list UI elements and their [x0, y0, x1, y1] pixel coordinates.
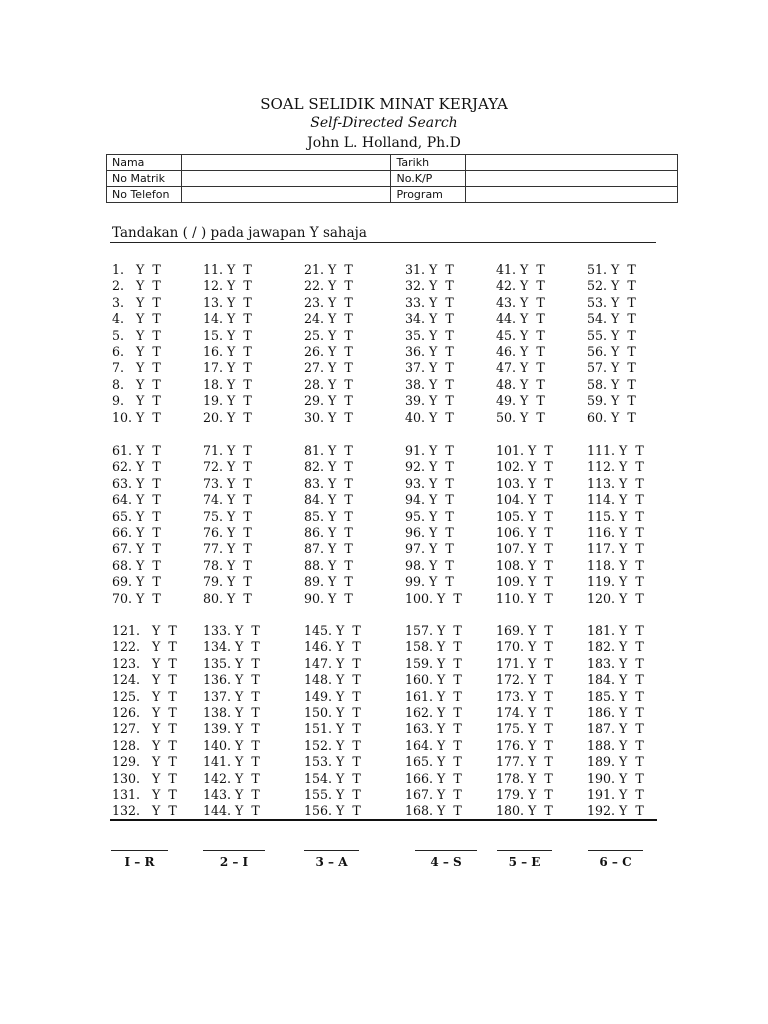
- question-item[interactable]: 22. Y T: [304, 278, 353, 294]
- question-item[interactable]: 55. Y T: [587, 327, 636, 343]
- score-blank[interactable]: [111, 850, 168, 851]
- question-item[interactable]: 142. Y T: [203, 770, 260, 786]
- question-item[interactable]: 138. Y T: [203, 705, 260, 720]
- question-item[interactable]: 85. Y T: [304, 508, 353, 524]
- question-item[interactable]: 159. Y T: [405, 655, 462, 671]
- question-item[interactable]: 21. Y T: [304, 262, 353, 277]
- form-subtitle: Self-Directed Search: [310, 115, 458, 131]
- question-item[interactable]: 113. Y T: [587, 475, 644, 491]
- info-label-phone: No Telefon: [107, 187, 182, 203]
- question-item[interactable]: 98. Y T: [405, 557, 454, 573]
- question-item[interactable]: 65. Y T: [112, 508, 161, 524]
- question-item[interactable]: 146. Y T: [304, 639, 361, 655]
- question-item[interactable]: 86. Y T: [304, 525, 353, 540]
- question-item[interactable]: 191. Y T: [587, 787, 644, 802]
- question-item[interactable]: 61. Y T: [112, 443, 161, 458]
- question-item[interactable]: 158. Y T: [405, 639, 462, 655]
- question-item[interactable]: 96. Y T: [405, 525, 454, 540]
- info-label-program: Program: [391, 187, 466, 203]
- question-item[interactable]: 106. Y T: [496, 525, 553, 540]
- question-item[interactable]: 119. Y T: [587, 574, 644, 590]
- question-item[interactable]: 124. Y T: [112, 672, 177, 688]
- ic-field[interactable]: [466, 171, 678, 187]
- question-item[interactable]: 186. Y T: [587, 705, 644, 720]
- question-item[interactable]: 79. Y T: [203, 574, 252, 590]
- question-item[interactable]: 92. Y T: [405, 459, 454, 475]
- question-item[interactable]: 93. Y T: [405, 475, 454, 491]
- question-item[interactable]: 139. Y T: [203, 721, 260, 737]
- score-divider: [110, 819, 657, 821]
- question-item[interactable]: 101. Y T: [496, 443, 553, 458]
- question-item[interactable]: 90. Y T: [304, 590, 353, 606]
- question-item[interactable]: 155. Y T: [304, 787, 361, 802]
- question-item[interactable]: 140. Y T: [203, 737, 260, 753]
- question-item[interactable]: 132. Y T: [112, 803, 177, 819]
- question-item[interactable]: 110. Y T: [496, 590, 553, 606]
- question-item[interactable]: 107. Y T: [496, 541, 553, 557]
- question-item[interactable]: 76. Y T: [203, 525, 252, 540]
- question-item[interactable]: 164. Y T: [405, 737, 462, 753]
- question-item[interactable]: 80. Y T: [203, 590, 252, 606]
- question-item[interactable]: 185. Y T: [587, 688, 644, 704]
- question-item[interactable]: 70. Y T: [112, 590, 161, 606]
- question-item[interactable]: 100. Y T: [405, 590, 462, 606]
- question-item[interactable]: 75. Y T: [203, 508, 252, 524]
- question-item[interactable]: 115. Y T: [587, 508, 644, 524]
- question-item[interactable]: 176. Y T: [496, 737, 553, 753]
- question-item[interactable]: 153. Y T: [304, 754, 361, 770]
- question-item[interactable]: 167. Y T: [405, 787, 462, 802]
- question-item[interactable]: 129. Y T: [112, 754, 177, 770]
- question-item[interactable]: 8. Y T: [112, 376, 161, 392]
- question-item[interactable]: 168. Y T: [405, 803, 462, 819]
- question-item[interactable]: 160. Y T: [405, 672, 462, 688]
- question-item[interactable]: 189. Y T: [587, 754, 644, 770]
- score-label: 4 – S: [430, 855, 462, 869]
- matric-field[interactable]: [181, 171, 391, 187]
- question-item[interactable]: 109. Y T: [496, 574, 553, 590]
- score-blank[interactable]: [588, 850, 643, 851]
- question-item[interactable]: 88. Y T: [304, 557, 353, 573]
- question-item[interactable]: 59. Y T: [587, 393, 636, 409]
- question-item[interactable]: 1. Y T: [112, 262, 161, 277]
- question-item[interactable]: 103. Y T: [496, 475, 553, 491]
- question-item[interactable]: 78. Y T: [203, 557, 252, 573]
- question-item[interactable]: 169. Y T: [496, 623, 553, 638]
- date-field[interactable]: [466, 155, 678, 171]
- question-item[interactable]: 163. Y T: [405, 721, 462, 737]
- question-item[interactable]: 118. Y T: [587, 557, 644, 573]
- question-item[interactable]: 28. Y T: [304, 376, 353, 392]
- question-item[interactable]: 13. Y T: [203, 294, 252, 310]
- question-item[interactable]: 30. Y T: [304, 409, 353, 425]
- question-item[interactable]: 147. Y T: [304, 655, 361, 671]
- instruction-divider: [110, 242, 656, 243]
- question-item[interactable]: 29. Y T: [304, 393, 353, 409]
- form-author: John L. Holland, Ph.D: [307, 135, 461, 151]
- question-item[interactable]: 6. Y T: [112, 344, 161, 359]
- question-item[interactable]: 87. Y T: [304, 541, 353, 557]
- question-item[interactable]: 89. Y T: [304, 574, 353, 590]
- instruction-text: Tandakan ( / ) pada jawapan Y sahaja: [112, 225, 367, 241]
- question-item[interactable]: 190. Y T: [587, 770, 644, 786]
- score-label: I – R: [124, 855, 155, 869]
- question-item[interactable]: 154. Y T: [304, 770, 361, 786]
- question-item[interactable]: 11. Y T: [203, 262, 252, 277]
- question-item[interactable]: 144. Y T: [203, 803, 260, 819]
- question-item[interactable]: 34. Y T: [405, 311, 454, 327]
- question-item[interactable]: 48. Y T: [496, 376, 545, 392]
- question-item[interactable]: 9. Y T: [112, 393, 161, 409]
- question-item[interactable]: 178. Y T: [496, 770, 553, 786]
- question-item[interactable]: 43. Y T: [496, 294, 545, 310]
- question-item[interactable]: 24. Y T: [304, 311, 353, 327]
- question-item[interactable]: 116. Y T: [587, 525, 644, 540]
- question-item[interactable]: 33. Y T: [405, 294, 454, 310]
- question-item[interactable]: 170. Y T: [496, 639, 553, 655]
- question-item[interactable]: 165. Y T: [405, 754, 462, 770]
- question-item[interactable]: 38. Y T: [405, 376, 454, 392]
- question-item[interactable]: 141. Y T: [203, 754, 260, 770]
- question-item[interactable]: 173. Y T: [496, 688, 553, 704]
- question-item[interactable]: 136. Y T: [203, 672, 260, 688]
- question-item[interactable]: 41. Y T: [496, 262, 545, 277]
- question-item[interactable]: 137. Y T: [203, 688, 260, 704]
- question-item[interactable]: 18. Y T: [203, 376, 252, 392]
- question-item[interactable]: 192. Y T: [587, 803, 644, 819]
- question-item[interactable]: 15. Y T: [203, 327, 252, 343]
- question-item[interactable]: 127. Y T: [112, 721, 177, 737]
- question-item[interactable]: 72. Y T: [203, 459, 252, 475]
- question-item[interactable]: 35. Y T: [405, 327, 454, 343]
- question-item[interactable]: 2. Y T: [112, 278, 161, 294]
- question-item[interactable]: 84. Y T: [304, 492, 353, 508]
- question-item[interactable]: 81. Y T: [304, 443, 353, 458]
- question-item[interactable]: 179. Y T: [496, 787, 553, 802]
- question-item[interactable]: 56. Y T: [587, 344, 636, 359]
- info-table: [106, 154, 678, 203]
- question-item[interactable]: 175. Y T: [496, 721, 553, 737]
- question-item[interactable]: 60. Y T: [587, 409, 636, 425]
- question-item[interactable]: 111. Y T: [587, 443, 644, 458]
- question-item[interactable]: 64. Y T: [112, 492, 161, 508]
- question-item[interactable]: 174. Y T: [496, 705, 553, 720]
- score-blank[interactable]: [203, 850, 265, 851]
- question-item[interactable]: 51. Y T: [587, 262, 636, 277]
- form-title: SOAL SELIDIK MINAT KERJAYA: [260, 95, 508, 113]
- question-item[interactable]: 10. Y T: [112, 409, 161, 425]
- question-item[interactable]: 83. Y T: [304, 475, 353, 491]
- info-label-ic: No.K/P: [391, 171, 466, 187]
- question-item[interactable]: 26. Y T: [304, 344, 353, 359]
- question-item[interactable]: 117. Y T: [587, 541, 644, 557]
- question-item[interactable]: 16. Y T: [203, 344, 252, 359]
- question-item[interactable]: 128. Y T: [112, 737, 177, 753]
- info-row: [107, 187, 678, 203]
- question-item[interactable]: 172. Y T: [496, 672, 553, 688]
- question-item[interactable]: 58. Y T: [587, 376, 636, 392]
- question-item[interactable]: 183. Y T: [587, 655, 644, 671]
- question-item[interactable]: 145. Y T: [304, 623, 361, 638]
- phone-field[interactable]: [181, 187, 391, 203]
- question-item[interactable]: 82. Y T: [304, 459, 353, 475]
- question-item[interactable]: 63. Y T: [112, 475, 161, 491]
- question-item[interactable]: 25. Y T: [304, 327, 353, 343]
- question-item[interactable]: 62. Y T: [112, 459, 161, 475]
- program-field[interactable]: [466, 187, 678, 203]
- question-item[interactable]: 120. Y T: [587, 590, 644, 606]
- question-item[interactable]: 44. Y T: [496, 311, 545, 327]
- question-item[interactable]: 57. Y T: [587, 360, 636, 376]
- question-item[interactable]: 14. Y T: [203, 311, 252, 327]
- question-item[interactable]: 32. Y T: [405, 278, 454, 294]
- question-item[interactable]: 67. Y T: [112, 541, 161, 557]
- question-item[interactable]: 50. Y T: [496, 409, 545, 425]
- question-item[interactable]: 73. Y T: [203, 475, 252, 491]
- question-item[interactable]: 54. Y T: [587, 311, 636, 327]
- question-item[interactable]: 122. Y T: [112, 639, 177, 655]
- score-label: 3 – A: [315, 855, 348, 869]
- question-item[interactable]: 17. Y T: [203, 360, 252, 376]
- question-item[interactable]: 181. Y T: [587, 623, 644, 638]
- question-item[interactable]: 5. Y T: [112, 327, 161, 343]
- question-item[interactable]: 114. Y T: [587, 492, 644, 508]
- info-row: [107, 171, 678, 187]
- question-item[interactable]: 149. Y T: [304, 688, 361, 704]
- question-item[interactable]: 42. Y T: [496, 278, 545, 294]
- question-item[interactable]: 105. Y T: [496, 508, 553, 524]
- question-item[interactable]: 37. Y T: [405, 360, 454, 376]
- question-item[interactable]: 156. Y T: [304, 803, 361, 819]
- question-item[interactable]: 121. Y T: [112, 623, 177, 638]
- question-item[interactable]: 97. Y T: [405, 541, 454, 557]
- question-item[interactable]: 102. Y T: [496, 459, 553, 475]
- question-item[interactable]: 53. Y T: [587, 294, 636, 310]
- question-item[interactable]: 135. Y T: [203, 655, 260, 671]
- question-item[interactable]: 180. Y T: [496, 803, 553, 819]
- info-label-name: Nama: [107, 155, 182, 171]
- question-item[interactable]: 36. Y T: [405, 344, 454, 359]
- question-item[interactable]: 40. Y T: [405, 409, 454, 425]
- question-item[interactable]: 112. Y T: [587, 459, 644, 475]
- question-item[interactable]: 152. Y T: [304, 737, 361, 753]
- question-item[interactable]: 125. Y T: [112, 688, 177, 704]
- question-item[interactable]: 104. Y T: [496, 492, 553, 508]
- score-label: 2 – I: [219, 855, 249, 869]
- question-item[interactable]: 108. Y T: [496, 557, 553, 573]
- question-item[interactable]: 131. Y T: [112, 787, 177, 802]
- score-blank[interactable]: [415, 850, 477, 851]
- question-item[interactable]: 69. Y T: [112, 574, 161, 590]
- info-row: [107, 155, 678, 171]
- question-item[interactable]: 171. Y T: [496, 655, 553, 671]
- question-item[interactable]: 188. Y T: [587, 737, 644, 753]
- question-item[interactable]: 77. Y T: [203, 541, 252, 557]
- score-label: 6 – C: [599, 855, 632, 869]
- question-item[interactable]: 66. Y T: [112, 525, 161, 540]
- question-item[interactable]: 177. Y T: [496, 754, 553, 770]
- question-item[interactable]: 91. Y T: [405, 443, 454, 458]
- info-label-matric: No Matrik: [107, 171, 182, 187]
- question-item[interactable]: 95. Y T: [405, 508, 454, 524]
- question-item[interactable]: 12. Y T: [203, 278, 252, 294]
- question-item[interactable]: 4. Y T: [112, 311, 161, 327]
- question-item[interactable]: 52. Y T: [587, 278, 636, 294]
- question-item[interactable]: 3. Y T: [112, 294, 161, 310]
- question-item[interactable]: 151. Y T: [304, 721, 361, 737]
- question-item[interactable]: 143. Y T: [203, 787, 260, 802]
- question-item[interactable]: 19. Y T: [203, 393, 252, 409]
- question-item[interactable]: 47. Y T: [496, 360, 545, 376]
- question-item[interactable]: 68. Y T: [112, 557, 161, 573]
- question-item[interactable]: 46. Y T: [496, 344, 545, 359]
- question-item[interactable]: 74. Y T: [203, 492, 252, 508]
- info-label-date: Tarikh: [391, 155, 466, 171]
- question-item[interactable]: 20. Y T: [203, 409, 252, 425]
- question-item[interactable]: 134. Y T: [203, 639, 260, 655]
- question-item[interactable]: 94. Y T: [405, 492, 454, 508]
- score-blank[interactable]: [304, 850, 359, 851]
- question-item[interactable]: 126. Y T: [112, 705, 177, 720]
- question-item[interactable]: 182. Y T: [587, 639, 644, 655]
- question-item[interactable]: 184. Y T: [587, 672, 644, 688]
- question-item[interactable]: 148. Y T: [304, 672, 361, 688]
- question-item[interactable]: 27. Y T: [304, 360, 353, 376]
- question-item[interactable]: 133. Y T: [203, 623, 260, 638]
- question-item[interactable]: 31. Y T: [405, 262, 454, 277]
- score-blank[interactable]: [497, 850, 552, 851]
- question-item[interactable]: 123. Y T: [112, 655, 177, 671]
- question-item[interactable]: 130. Y T: [112, 770, 177, 786]
- question-item[interactable]: 39. Y T: [405, 393, 454, 409]
- question-item[interactable]: 161. Y T: [405, 688, 462, 704]
- name-field[interactable]: [181, 155, 391, 171]
- question-item[interactable]: 162. Y T: [405, 705, 462, 720]
- question-item[interactable]: 187. Y T: [587, 721, 644, 737]
- question-item[interactable]: 45. Y T: [496, 327, 545, 343]
- question-item[interactable]: 49. Y T: [496, 393, 545, 409]
- question-item[interactable]: 23. Y T: [304, 294, 353, 310]
- question-item[interactable]: 71. Y T: [203, 443, 252, 458]
- question-item[interactable]: 166. Y T: [405, 770, 462, 786]
- question-item[interactable]: 99. Y T: [405, 574, 454, 590]
- question-item[interactable]: 7. Y T: [112, 360, 161, 376]
- score-label: 5 – E: [508, 855, 541, 869]
- question-item[interactable]: 157. Y T: [405, 623, 462, 638]
- question-item[interactable]: 150. Y T: [304, 705, 361, 720]
